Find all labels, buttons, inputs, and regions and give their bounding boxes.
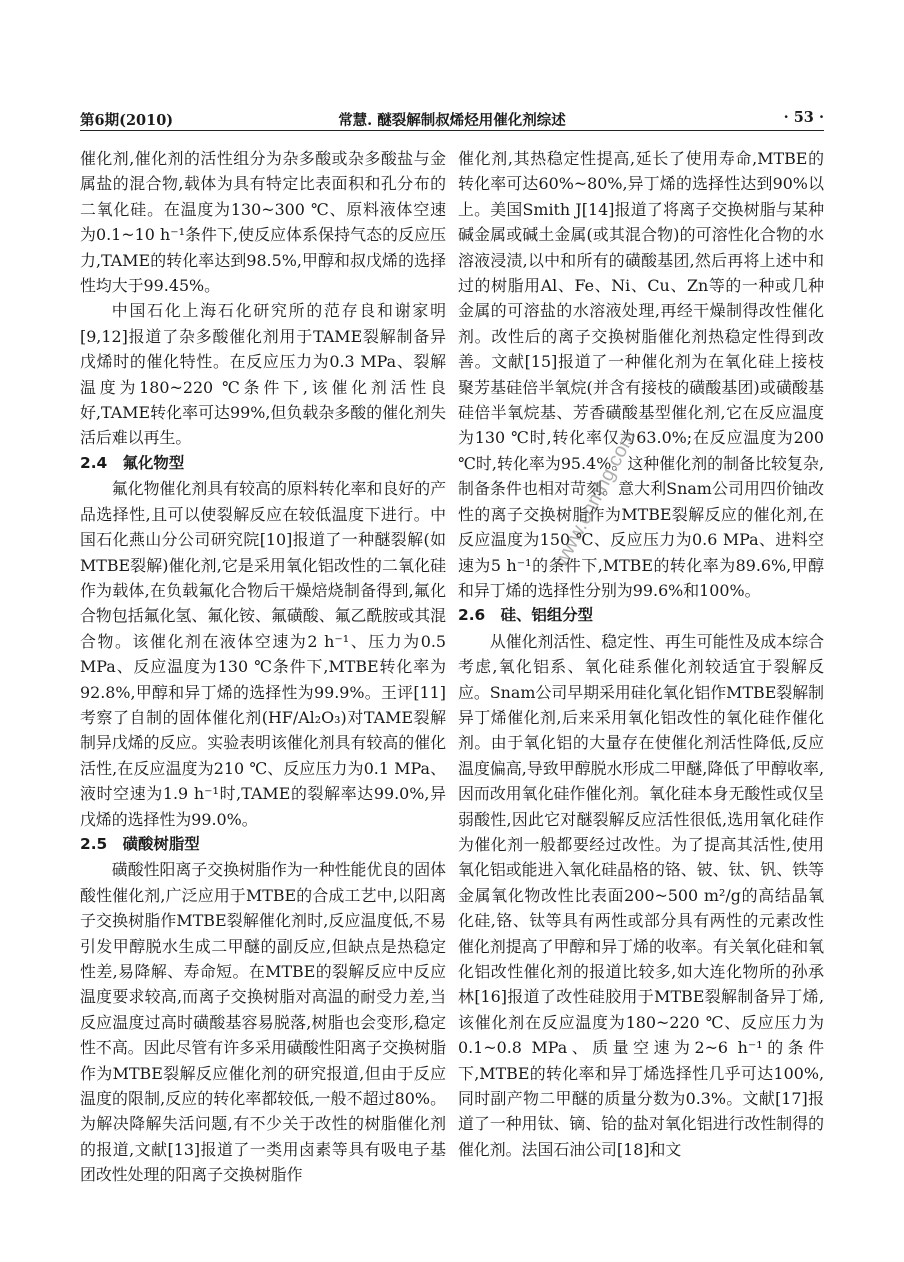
watermark: www.cnmhg.com [550, 426, 641, 571]
paragraph: 磺酸性阳离子交换树脂作为一种性能优良的固体酸性催化剂,广泛应用于MTBE的合成工艺中,以阳离子交换树脂作MTBE裂解催化剂时,反应温度低,不易引发甲醇脱水生成二甲醚的副反应,但缺点是热稳定性差,易降解、寿命短。在MTBE的裂解反应中反应温度要求较高,而离子交换树脂对高温的耐受力差,当反应温度过高时磺酸基容易脱落,树脂也会变形,稳定性不高。因此尽管有许多采用磺酸性阳离子交换树脂作为MTBE裂解反应催化剂的研究报道,但由于反应温度的限制,反应的转化率都较低,一般不超过80%。为解决降解失活问题,有不少关于改性的树脂催化剂的报道,文献[13]报道了一类用卤素等具有吸电子基团改性处理的阳离子交换树脂作 [80, 860, 446, 1185]
page-number: · 53 · [783, 109, 824, 126]
paragraph: 催化剂,其热稳定性提高,延长了使用寿命,MTBE的转化率可达60%~80%,异丁烯的选择性达到90%以上。美国Smith J[14]报道了将离子交换树脂与某种碱金属或碱土金属(或其混合物)的可溶性化合物的水溶液浸渍,以中和所有的磺酸基团,然后再将上述中和过的树脂用Al、Fe、Ni、Cu、Zn等的一种或几种金属的可溶盐的水溶液处理,再经干燥制得改性催化剂。改性后的离子交换树脂催化剂热稳定性得到改善。文献[15]报道了一种催化剂为在氧化硅上接枝聚芳基硅倍半氧烷(并含有接枝的磺酸基团)或磺酸基硅倍半氧烷基、芳香磺酸基型催化剂,它在反应温度为130 ℃时,转化率仅为63.0%;在反应温度为200 ℃时,转化率为95.4%。这种催化剂的制备比较复杂,制备条件也相对苛刻。意大利Snam公司用四价铀改性的离子交换树脂作为MTBE裂解反应的催化剂,在反应温度为150 ℃、反应压力为0.6 MPa、进料空速为5 h⁻¹的条件下,MTBE的转化率为89.6%,甲醇和异丁烯的选择性分别为99.6%和100%。 [458, 149, 824, 600]
right-column [458, 146, 824, 1226]
section-heading: 2.4 氟化物型 [80, 453, 185, 472]
paragraph: 催化剂,催化剂的活性组分为杂多酸或杂多酸盐与金属盐的混合物,载体为具有特定比表面积和孔分布的二氧化硅。在温度为130~300 ℃、原料液体空速为0.1~10 h⁻¹条件下,使反应体系保持气态的反应压力,TAME的转化率达到98.5%,甲醇和叔戊烯的选择性均大于99.45%。 [80, 149, 446, 296]
article-running-title: 常慧. 醚裂解制叔烯烃用催化剂综述 [338, 112, 566, 129]
section-heading: 2.6 硅、铝组分型 [458, 606, 593, 625]
left-column [80, 146, 446, 1226]
paragraph: 从催化剂活性、稳定性、再生可能性及成本综合考虑,氧化铝系、氧化硅系催化剂较适宜于裂解反应。Snam公司早期采用硅化氧化铝作MTBE裂解制异丁烯催化剂,后来采用氧化铝改性的氧化硅作催化剂。由于氧化铝的大量存在使催化剂活性降低,反应温度偏高,导致甲醇脱水形成二甲醚,降低了甲醇收率,因而改用氧化硅作催化剂。氧化硅本身无酸性或仅呈弱酸性,因此它对醚裂解反应活性很低,选用氧化硅作为催化剂一般都要经过改性。为了提高其活性,使用氧化铝或能进入氧化硅晶格的铬、铍、钛、钒、铁等金属氧化物改性比表面200~500 m²/g的高结晶氧化硅,铬、钛等具有两性或部分具有两性的元素改性催化剂提高了甲醇和异丁烯的收率。有关氧化硅和氧化铝改性催化剂的报道比较多,如大连化物所的孙承林[16]报道了改性硅胶用于MTBE裂解制备异丁烯,该催化剂在反应温度为180~220 ℃、反应压力为0.1~0.8 MPa、质量空速为2~6 h⁻¹的条件下,MTBE的转化率和异丁烯选择性几乎可达100%,同时副产物二甲醚的质量分数为0.3%。文献[17]报道了一种用钛、镝、铪的盐对氧化铝进行改性制得的催化剂。法国石油公司[18]和文 [458, 631, 824, 1159]
issue-label: 第6期(2010) [80, 112, 174, 129]
section-heading: 2.5 磺酸树脂型 [80, 834, 200, 853]
paragraph: 氟化物催化剂具有较高的原料转化率和良好的产品选择性,且可以使裂解反应在较低温度下进行。中国石化燕山分公司研究院[10]报道了一种醚裂解(如MTBE裂解)催化剂,它是采用氧化铝改性的二氧化硅作为载体,在负载氟化合物后干燥焙烧制备得到,氟化合物包括氟化氢、氟化铵、氟磺酸、氟乙酰胺或其混合物。该催化剂在液体空速为2 h⁻¹、压力为0.5 MPa、反应温度为130 ℃条件下,MTBE转化率为92.8%,甲醇和异丁烯的选择性为99.9%。王评[11]考察了自制的固体催化剂(HF/Al₂O₃)对TAME裂解制异戊烯的反应。实验表明该催化剂具有较高的催化活性,在反应温度为210 ℃、反应压力为0.1 MPa、液时空速为1.9 h⁻¹时,TAME的裂解率达99.0%,异戊烯的选择性为99.0%。 [80, 479, 446, 829]
paragraph: 中国石化上海石化研究所的范存良和谢家明[9,12]报道了杂多酸催化剂用于TAME裂解制备异戊烯时的催化特性。在反应压力为0.3 MPa、裂解温度为180~220 ℃条件下,该催化剂活性良好,TAME转化率可达99%,但负载杂多酸的催化剂失活后难以再生。 [80, 301, 446, 448]
running-header [80, 106, 824, 131]
